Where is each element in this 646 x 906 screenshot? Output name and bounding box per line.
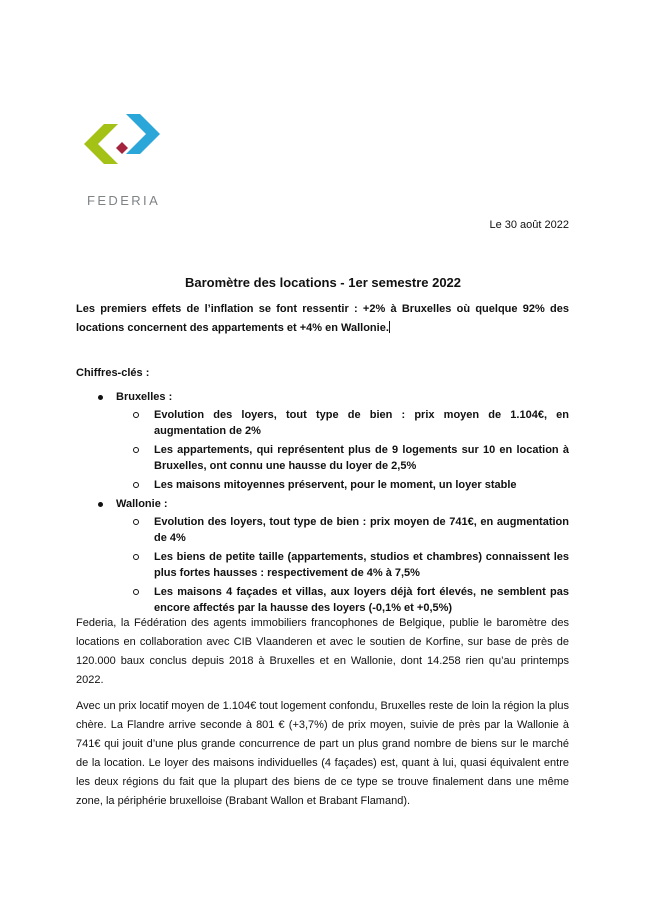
lead-paragraph <box>76 300 569 338</box>
body-paragraph: Avec un prix locatif moyen de 1.104€ tout logement confondu, Bruxelles reste de loin la région la plus chère. La Flandre arrive seconde à 801 € (+3,7%) de prix moyen, suivie de près par la Wallonie à 741€ qui jouit d’une plus grande concurrence de part un plus grand nombre de biens sur le marché de la location. Le loyer des maisons individuelles (4 façades) est, quant à lui, quasi équivalent entre les deux régions du fait que la plupart des biens de ce type se trouve finalement dans une même zone, la périphérie bruxelloise (Brabant Wallon et Brabant Flamand). <box>76 700 569 807</box>
circle-bullet-icon <box>133 412 139 418</box>
logo-blue-chevron <box>126 114 160 154</box>
bullet-icon <box>98 395 103 400</box>
list-item <box>116 584 569 616</box>
federia-logo-icon <box>82 112 162 176</box>
list-item <box>116 514 569 546</box>
region-wallonie <box>76 496 569 616</box>
circle-bullet-icon <box>133 482 139 488</box>
circle-bullet-icon <box>133 589 139 595</box>
list-item <box>116 407 569 439</box>
list-item <box>116 549 569 581</box>
list-item-text: Les maisons 4 façades et villas, aux loyers déjà fort élevés, ne semblent pas encore affectés par la hausse des loyers (-0,1% et +0,5%) <box>154 586 569 614</box>
circle-bullet-icon <box>133 554 139 560</box>
body-paragraph: Federia, la Fédération des agents immobiliers francophones de Belgique, publie le baromètre des locations en collaboration avec CIB Vlaanderen et avec le soutien de Korfine, sur base de près de 120.000 baux conclus depuis 2018 à Bruxelles et en Wallonie, dont 14.258 rien qu’au printemps 2022. <box>76 617 569 686</box>
list-item-text: Les biens de petite taille (appartements, studios et chambres) connaissent les plus fortes hausses : respectivement de 4% à 7,5% <box>154 551 569 579</box>
circle-bullet-icon <box>133 447 139 453</box>
logo-green-chevron <box>84 124 118 164</box>
lead-text: Les premiers effets de l’inflation se font ressentir : +2% à Bruxelles où quelque 92% des locations concernent des appartements et +4% en Wallonie. <box>76 303 569 334</box>
region-name: Bruxelles : <box>116 391 173 403</box>
list-item-text: Evolution des loyers, tout type de bien : prix moyen de 741€, en augmentation de 4% <box>154 516 569 544</box>
list-item-text: Les maisons mitoyennes préservent, pour le moment, un loyer stable <box>154 479 517 491</box>
bullet-icon <box>98 502 103 507</box>
logo-red-diamond <box>116 142 128 154</box>
region-name: Wallonie : <box>116 498 168 510</box>
list-item <box>116 477 569 493</box>
key-figures-list <box>76 389 569 619</box>
brand-name: FEDERIA <box>87 193 161 208</box>
document-date: Le 30 août 2022 <box>489 219 569 231</box>
region-bruxelles <box>76 389 569 493</box>
list-item-text: Evolution des loyers, tout type de bien : prix moyen de 1.104€, en augmentation de 2% <box>154 409 569 437</box>
document-title: Baromètre des locations - 1er semestre 2022 <box>184 275 462 290</box>
list-item <box>116 442 569 474</box>
circle-bullet-icon <box>133 519 139 525</box>
list-item-text: Les appartements, qui représentent plus de 9 logements sur 10 en location à Bruxelles, ont connu une hausse du loyer de 2,5% <box>154 444 569 472</box>
text-cursor <box>389 321 390 333</box>
key-figures-heading: Chiffres-clés : <box>76 367 150 379</box>
